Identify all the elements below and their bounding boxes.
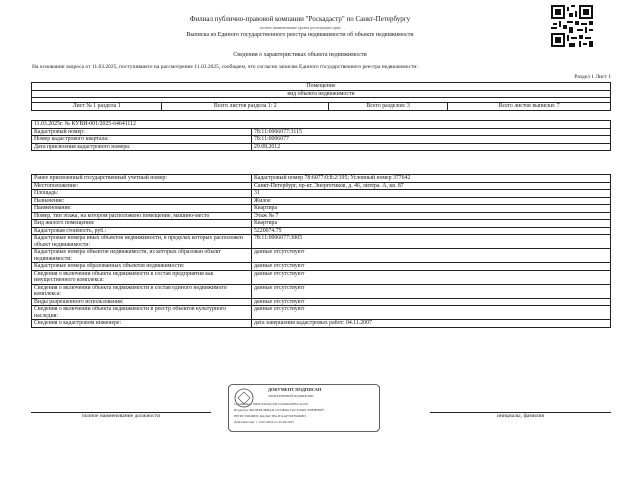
position-caption: полное наименование должности: [31, 412, 211, 425]
document-title: Выписка из Единого государственного реестра недвижимости об объекте недвижимости: [186, 32, 414, 38]
sheet-cell: Лист № 1 раздела 1: [32, 103, 162, 111]
row-label: Кадастровые номера образованных объектов недвижимости:: [32, 263, 252, 271]
row-label: Кадастровые номера иных объектов недвижимости, в пределах которых расположен объект недвижимости:: [32, 235, 252, 249]
table-row: [32, 197, 611, 205]
row-value: 78:11:0006077:3005: [252, 235, 611, 249]
row-value: данные отсутствуют: [252, 284, 611, 298]
row-value: Этаж № 7: [252, 212, 611, 220]
table-row: [32, 263, 611, 271]
row-value: 31: [252, 190, 611, 198]
details-table: [31, 174, 611, 328]
stamp-line: Действителен: с 12.03.2024 по 05.06.2025: [234, 420, 294, 424]
table-row: [32, 270, 611, 284]
row-value: данные отсутствуют: [252, 298, 611, 306]
row-label: Виды разрешенного использования:: [32, 298, 252, 306]
org-name: Филиал публично-правовой компании "Роскадастр" по Санкт-Петербургу: [189, 15, 411, 23]
row-value: Кадастровый номер 78:6077:0:8:2/195; Условный номер 377642: [252, 175, 611, 183]
intro-text: На основании запроса от 11.03.2025, поступившего на рассмотрение 11.03.2025, сообщаем, что согласно записям Единого государственного реестра недвижимости:: [32, 64, 418, 70]
table-row: [32, 128, 611, 136]
sheet-cell: Всего листов выписки: 7: [448, 103, 611, 111]
stamp-line: Владелец: ФЕДЕРАЛЬНАЯ СЛУЖБА ГОСУДАРСТВЕННОЙ: [234, 408, 324, 412]
row-value: дата завершения кадастровых работ: 04.11.2007: [252, 320, 611, 328]
name-caption: инициалы, фамилия: [430, 412, 611, 425]
stamp-line: Сертификат: 00b8c3d5e0a1f4b7c2e9d6a3f8b1c4e7d2: [234, 402, 309, 406]
row-value: данные отсутствуют: [252, 249, 611, 263]
row-label: Кадастровые номера объектов недвижимости, из которых образован объект недвижимости:: [32, 249, 252, 263]
row-label: Местоположение:: [32, 182, 252, 190]
table-row: [32, 298, 611, 306]
table-row: [32, 205, 611, 213]
table-row: [32, 227, 611, 235]
table-row: [32, 212, 611, 220]
sheet-cell: Всего разделов: 3: [329, 103, 448, 111]
table-row: [32, 249, 611, 263]
row-value: данные отсутствуют: [252, 270, 611, 284]
row-value: Квартира: [252, 205, 611, 213]
qr-code-icon: [551, 5, 593, 47]
table-row: [32, 175, 611, 183]
object-type-caption: вид объекта недвижимости: [32, 90, 611, 98]
row-value: 5220074.75: [252, 227, 611, 235]
row-label: Кадастровая стоимость, руб.:: [32, 227, 252, 235]
row-label: Назначение:: [32, 197, 252, 205]
table-row: [32, 235, 611, 249]
row-value: Квартира: [252, 220, 611, 228]
row-value: Жилое: [252, 197, 611, 205]
row-value: 78:11:0006077:3115: [252, 128, 611, 136]
cadastral-summary-table: [31, 120, 611, 151]
stamp-subtitle: ЭЛЕКТРОННОЙ ПОДПИСЬЮ: [268, 394, 314, 398]
object-type-table: [31, 82, 611, 111]
row-value: данные отсутствуют: [252, 306, 611, 320]
row-label: Ранее присвоенный государственный учетный номер:: [32, 175, 252, 183]
table-row: [32, 320, 611, 328]
row-value: Санкт-Петербург, пр-кт. Энергетиков, д. 46, литера. А, кв. 87: [252, 182, 611, 190]
table-row: [32, 136, 611, 144]
reference-number: 11.03.2025г. № КУВИ-001/2025-64641112: [32, 121, 611, 129]
sheet-cell: Всего листов раздела 1: 2: [162, 103, 329, 111]
table-row: [32, 190, 611, 198]
row-label: Дата присвоения кадастрового номера:: [32, 143, 252, 151]
document-subtitle: Сведения о характеристиках объекта недвижимости: [233, 52, 367, 58]
table-row: [32, 306, 611, 320]
row-label: Сведения о кадастровом инженере:: [32, 320, 252, 328]
table-row: [32, 284, 611, 298]
row-label: Вид жилого помещения:: [32, 220, 252, 228]
org-caption: полное наименование органа регистрации прав: [259, 25, 341, 30]
object-type-label: Помещение: [32, 83, 611, 91]
sheet-number: Раздел 1 Лист 1: [574, 74, 611, 80]
row-value: 78:11:0006077: [252, 136, 611, 144]
row-value: 29.08.2012: [252, 143, 611, 151]
row-label: Номер, тип этажа, на котором расположено помещение, машино-место: [32, 212, 252, 220]
row-label: Сведения о включении объекта недвижимости в состав предприятия как имущественного комплекса:: [32, 270, 252, 284]
row-label: Кадастровый номер:: [32, 128, 252, 136]
row-label: Сведения о включении объекта недвижимости в состав единого недвижимого комплекса:: [32, 284, 252, 298]
table-row: [32, 220, 611, 228]
row-value: данные отсутствуют: [252, 263, 611, 271]
row-label: Наименование:: [32, 205, 252, 213]
row-label: Номер кадастрового квартала:: [32, 136, 252, 144]
stamp-line: РЕГИСТРАЦИИ, КАДАСТРА И КАРТОГРАФИИ: [234, 414, 306, 418]
table-row: [32, 182, 611, 190]
row-label: Сведения о включении объекта недвижимости в реестр объектов культурного наследия:: [32, 306, 252, 320]
row-label: Площадь:: [32, 190, 252, 198]
table-row: [32, 143, 611, 151]
stamp-title: ДОКУМЕНТ ПОДПИСАН: [268, 387, 322, 392]
